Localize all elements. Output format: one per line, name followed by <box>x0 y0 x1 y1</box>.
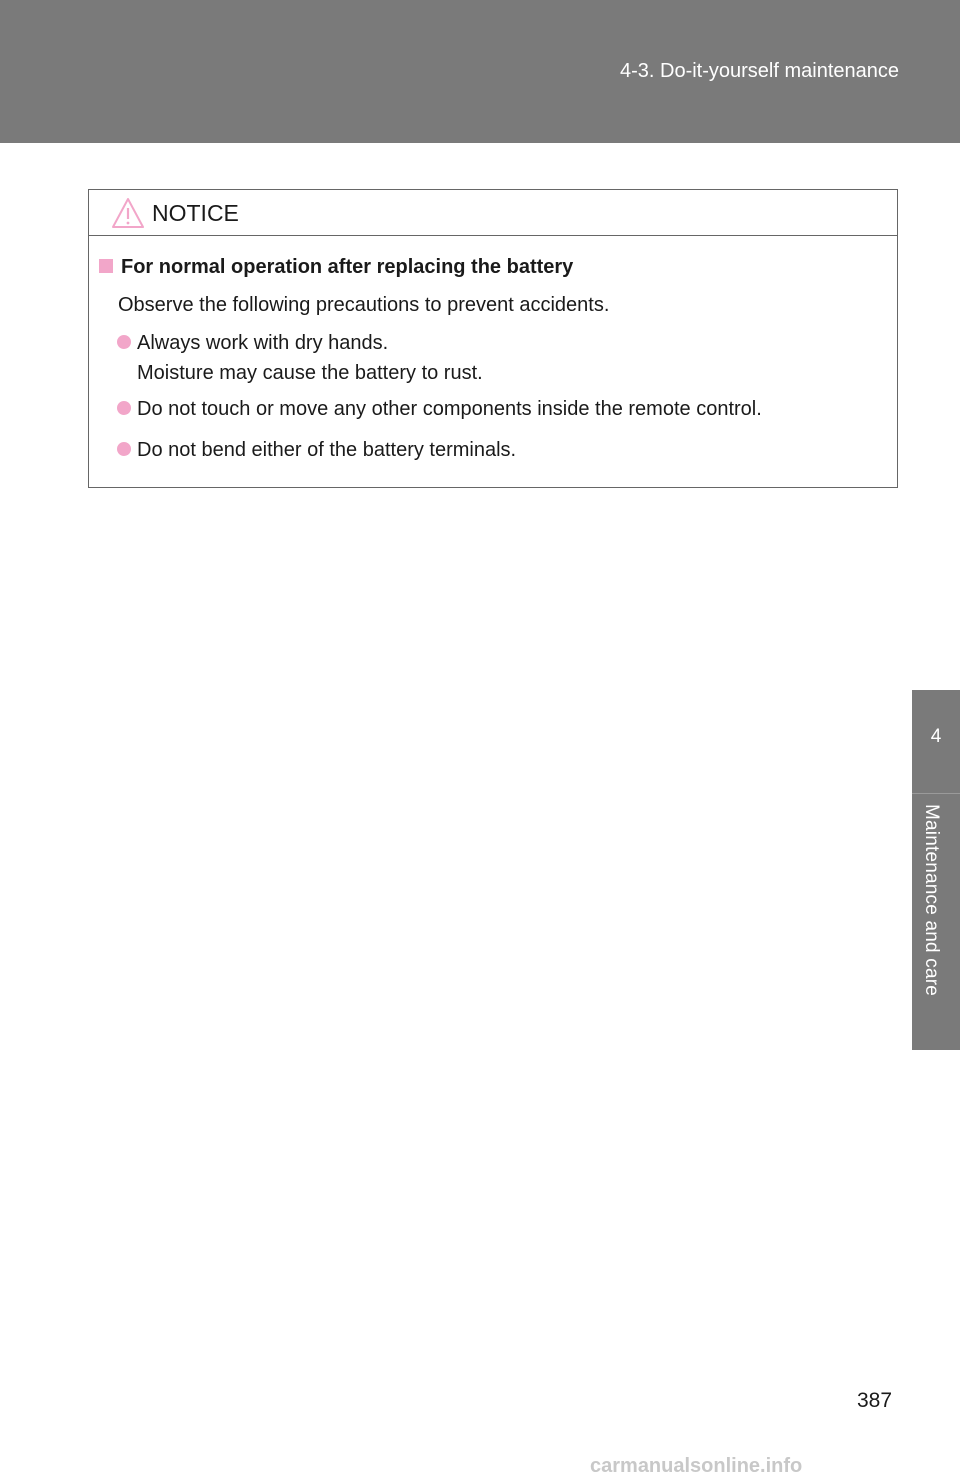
round-bullet-icon <box>117 335 131 349</box>
chapter-label: Maintenance and care <box>921 804 942 997</box>
list-item <box>117 328 483 388</box>
list-item-continuation: Moisture may cause the battery to rust. <box>137 362 483 384</box>
warning-triangle-icon <box>111 197 145 229</box>
page-number: 387 <box>857 1389 893 1412</box>
round-bullet-icon <box>117 401 131 415</box>
list-item <box>117 435 516 465</box>
round-bullet-icon <box>117 442 131 456</box>
notice-intro: Observe the following precautions to prevent accidents. <box>118 294 610 316</box>
list-item-text: Always work with dry hands. <box>137 332 389 354</box>
list-item-text: Do not touch or move any other components inside the remote control. <box>137 398 762 420</box>
square-bullet-icon <box>99 259 113 273</box>
list-item <box>117 394 762 424</box>
list-item-text: Do not bend either of the battery terminals. <box>137 439 517 461</box>
notice-header <box>89 190 897 236</box>
notice-box <box>88 189 898 488</box>
section-title: 4-3. Do-it-yourself maintenance <box>619 60 899 82</box>
header-band <box>0 0 960 143</box>
chapter-number: 4 <box>930 726 942 747</box>
notice-title: NOTICE <box>152 200 239 226</box>
notice-subheading-text: For normal operation after replacing the battery <box>121 256 574 278</box>
notice-subheading <box>99 256 573 279</box>
watermark: carmanualsonline.info <box>590 1455 803 1477</box>
chapter-tab-divider <box>912 793 960 794</box>
chapter-tab[interactable] <box>912 690 960 1050</box>
